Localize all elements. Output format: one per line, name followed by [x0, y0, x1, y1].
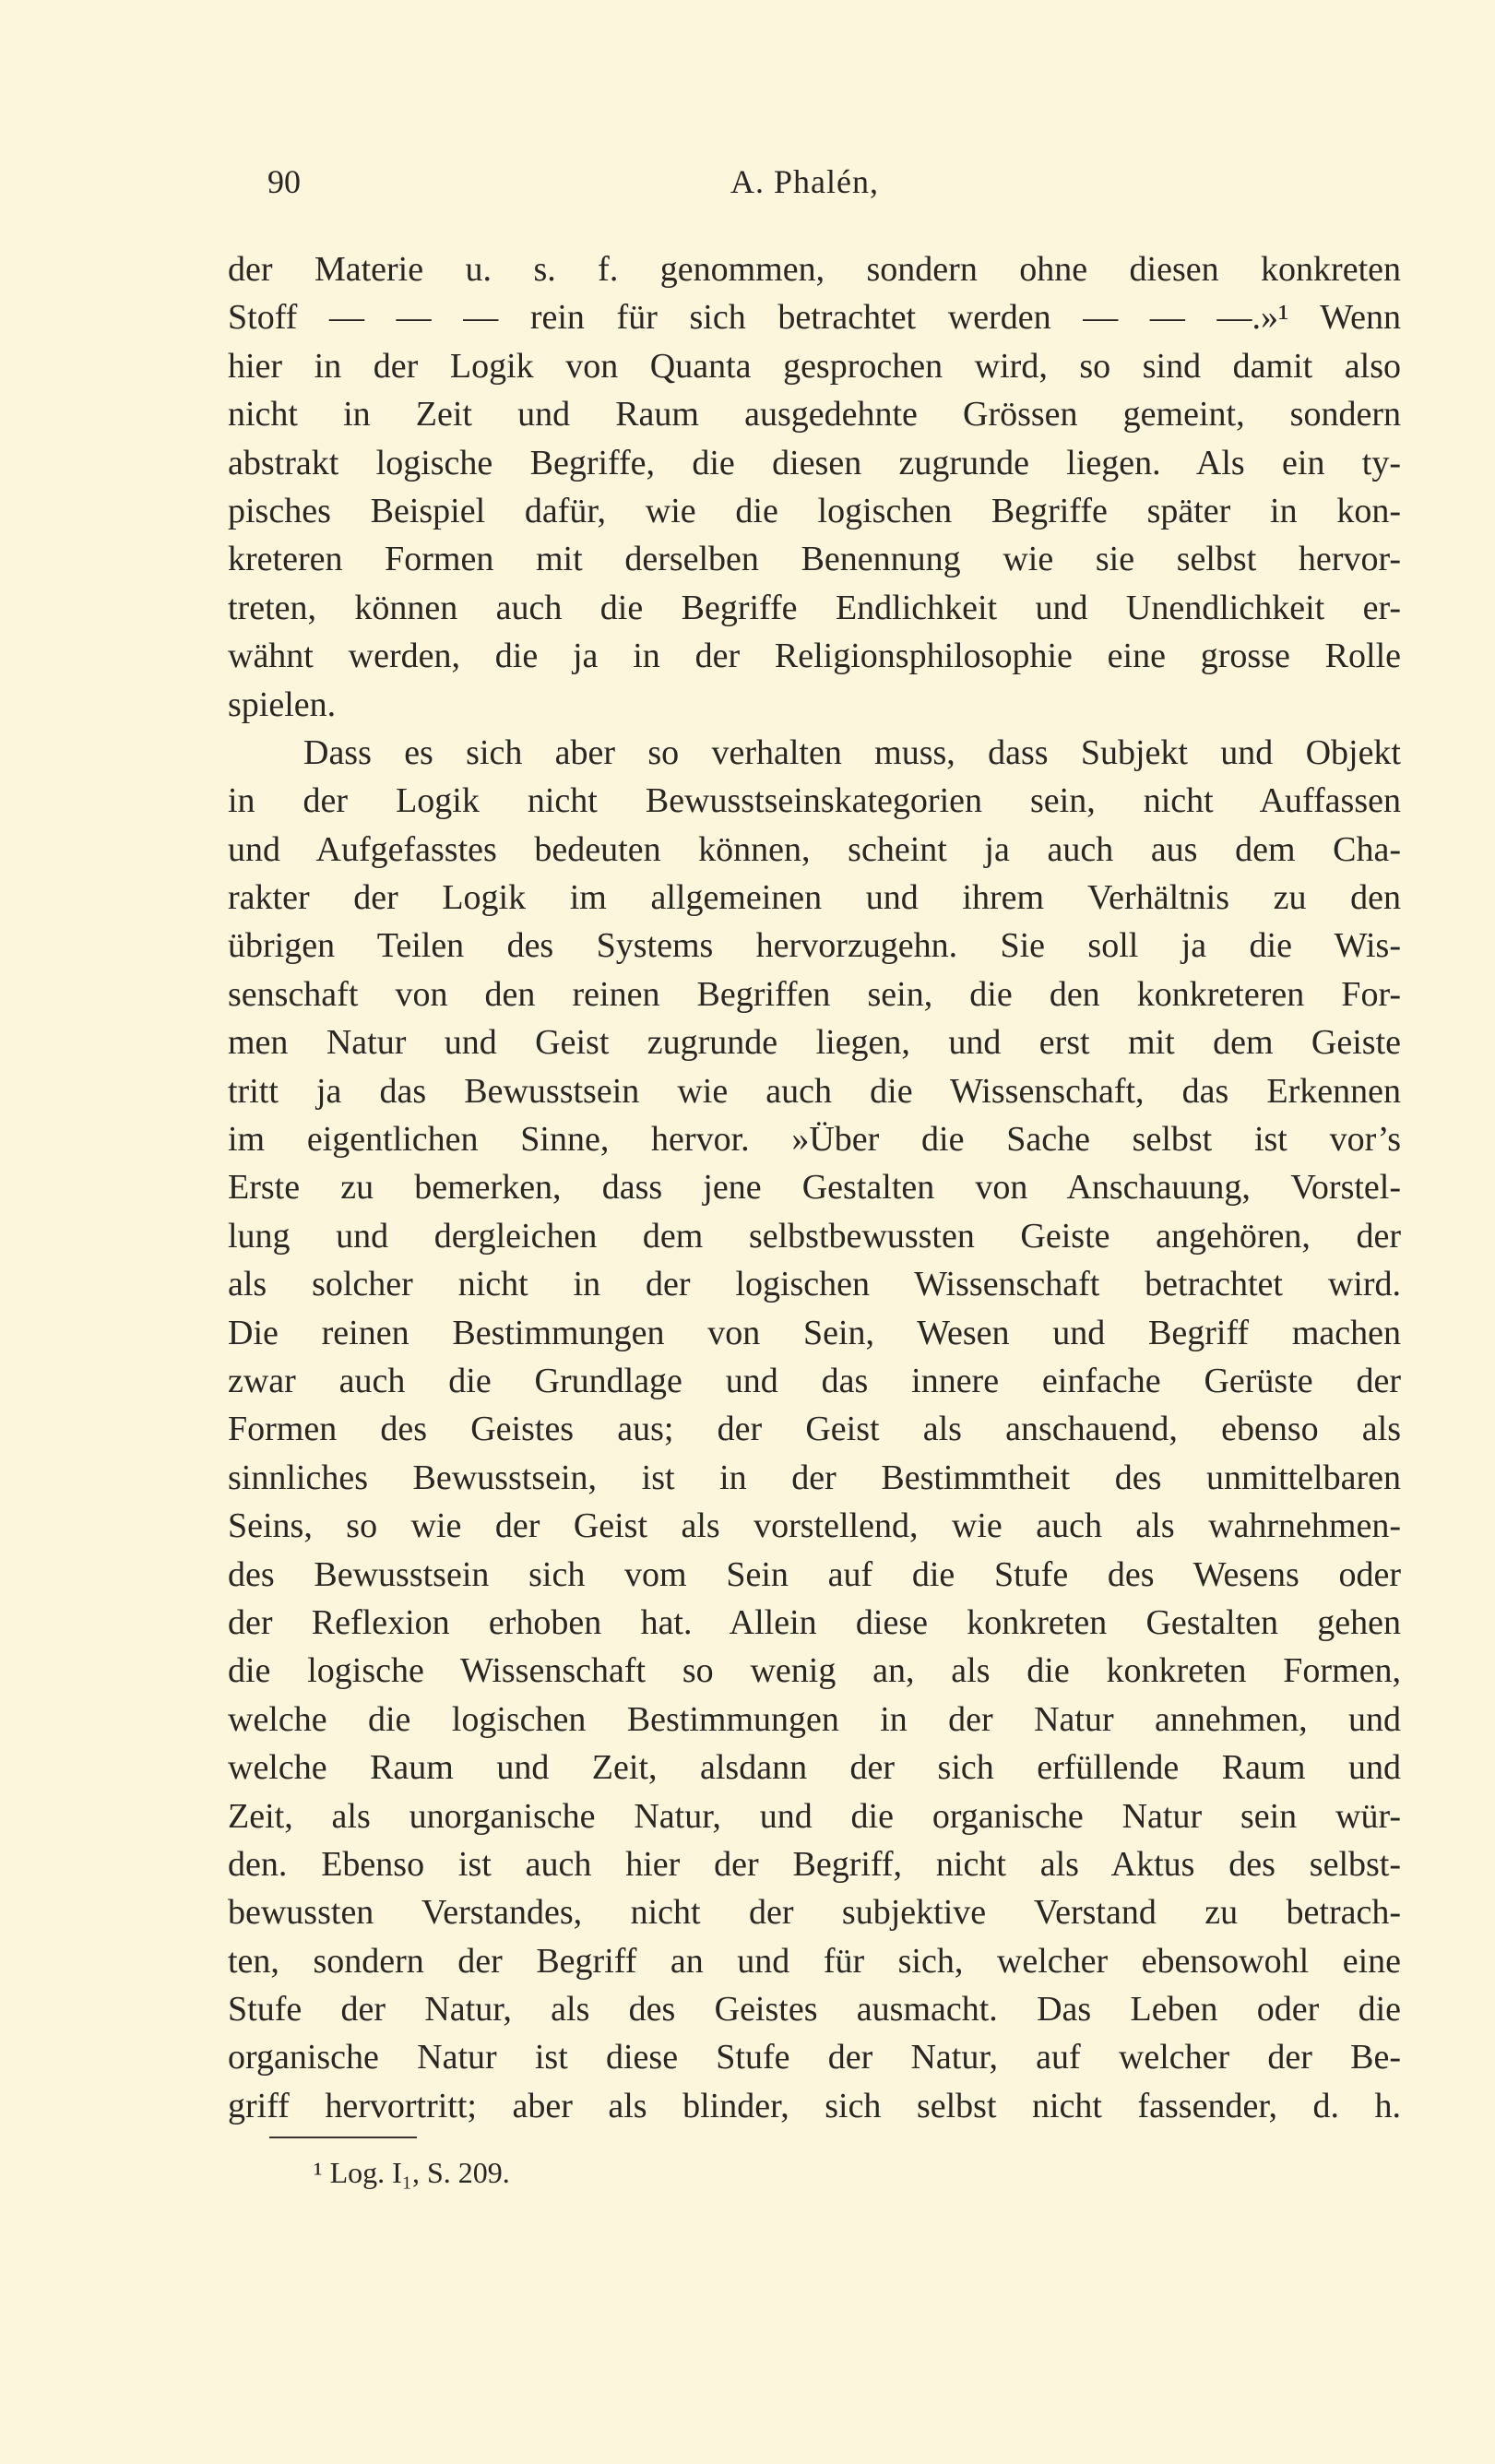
text-line: wähnt werden, die ja in der Religionsphilosophie eine grosse Rolle [228, 637, 1401, 676]
text-line: lung und dergleichen dem selbstbewussten Geiste angehören, der [228, 1216, 1401, 1256]
text-line: tritt ja das Bewusstsein wie auch die Wissenschaft, das Erkennen [228, 1071, 1401, 1111]
text-line: welche die logischen Bestimmungen in der Natur annehmen, und [228, 1699, 1401, 1739]
text-line: abstrakt logische Begriffe, die diesen zugrunde liegen. Als ein ty- [228, 443, 1401, 482]
text-line: Zeit, als unorganische Natur, und die organische Natur sein wür- [228, 1796, 1401, 1836]
text-line: in der Logik nicht Bewusstseinskategorien sein, nicht Auffassen [228, 781, 1401, 821]
page-number: 90 [267, 163, 301, 200]
text-line: Stufe der Natur, als des Geistes ausmacht. Das Leben oder die [228, 1990, 1401, 2030]
text-line: griff hervortritt; aber als blinder, sich selbst nicht fassender, d. h. [228, 2086, 1401, 2125]
text-line: kreteren Formen mit derselben Benennung wie sie selbst hervor- [228, 540, 1401, 579]
text-line: Formen des Geistes aus; der Geist als anschauend, ebenso als [228, 1410, 1401, 1449]
text-line: pisches Beispiel dafür, wie die logischen Begriffe später in kon- [228, 491, 1401, 530]
text-line: Die reinen Bestimmungen von Sein, Wesen und Begriff machen [228, 1313, 1401, 1352]
text-line: übrigen Teilen des Systems hervorzugehn. Sie soll ja die Wis- [228, 926, 1401, 966]
text-line: Stoff — — — rein für sich betrachtet werden — — —.»¹ Wenn [228, 298, 1401, 338]
body-text [228, 245, 1401, 2130]
footnote: ¹ Log. I₁, S. 209. [314, 2156, 510, 2189]
text-line: welche Raum und Zeit, alsdann der sich erfüllende Raum und [228, 1748, 1401, 1788]
text-line: als solcher nicht in der logischen Wissenschaft betrachtet wird. [228, 1265, 1401, 1304]
running-title: A. Phalén, [730, 163, 879, 200]
text-line: nicht in Zeit und Raum ausgedehnte Grössen gemeint, sondern [228, 395, 1401, 434]
text-line: bewussten Verstandes, nicht der subjektive Verstand zu betrach- [228, 1893, 1401, 1933]
text-line: hier in der Logik von Quanta gesprochen wird, so sind damit also [228, 346, 1401, 386]
text-line: organische Natur ist diese Stufe der Natur, auf welcher der Be- [228, 2038, 1401, 2077]
text-line: Erste zu bemerken, dass jene Gestalten von Anschauung, Vorstel- [228, 1168, 1401, 1208]
running-header [267, 159, 1420, 205]
text-line: zwar auch die Grundlage und das innere einfache Gerüste der [228, 1361, 1401, 1400]
text-line: treten, können auch die Begriffe Endlichkeit und Unendlichkeit er- [228, 588, 1401, 627]
text-line: rakter der Logik im allgemeinen und ihrem Verhältnis zu den [228, 878, 1401, 918]
text-line: der Materie u. s. f. genommen, sondern ohne diesen konkreten [228, 250, 1401, 289]
text-line: spielen. [228, 684, 337, 724]
text-line: sinnliches Bewusstsein, ist in der Bestimmtheit des unmittelbaren [228, 1458, 1401, 1497]
footnote-divider [269, 2137, 417, 2138]
text-line: Dass es sich aber so verhalten muss, dass Subjekt und Objekt [303, 732, 1401, 772]
text-line: den. Ebenso ist auch hier der Begriff, nicht als Aktus des selbst- [228, 1844, 1401, 1884]
text-line: Seins, so wie der Geist als vorstellend, wie auch als wahrnehmen- [228, 1506, 1401, 1546]
text-line: der Reflexion erhoben hat. Allein diese konkreten Gestalten gehen [228, 1602, 1401, 1642]
text-line: ten, sondern der Begriff an und für sich, welcher ebensowohl eine [228, 1941, 1401, 1981]
text-line: des Bewusstsein sich vom Sein auf die Stufe des Wesens oder [228, 1554, 1401, 1594]
text-line: senschaft von den reinen Begriffen sein, die den konkreteren For- [228, 974, 1401, 1014]
text-line: im eigentlichen Sinne, hervor. »Über die Sache selbst ist vor’s [228, 1120, 1401, 1160]
text-line: und Aufgefasstes bedeuten können, scheint ja auch aus dem Cha- [228, 829, 1401, 869]
text-line: men Natur und Geist zugrunde liegen, und erst mit dem Geiste [228, 1023, 1401, 1063]
text-line: die logische Wissenschaft so wenig an, als die konkreten Formen, [228, 1651, 1401, 1691]
